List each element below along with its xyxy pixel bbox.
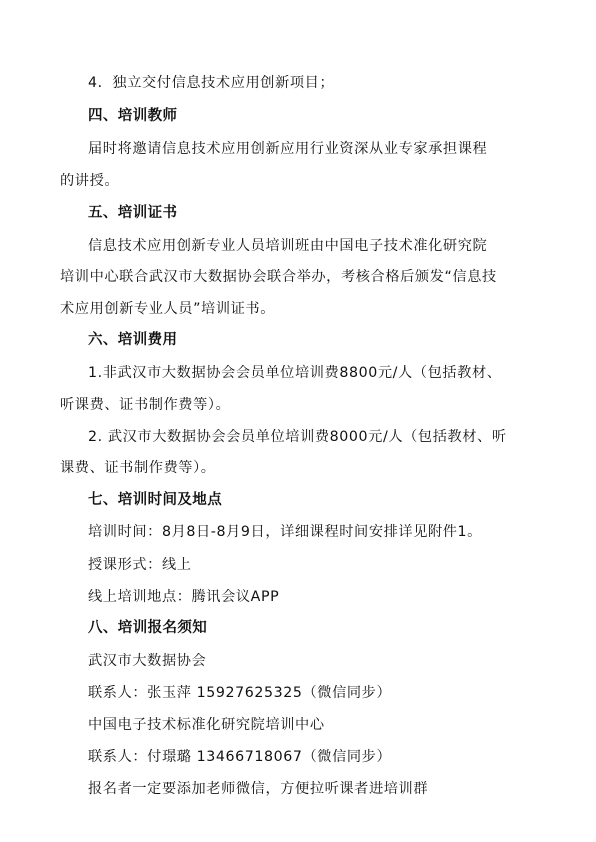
- paragraph-line: 的讲授。: [60, 173, 120, 189]
- list-item-fee-2-cont: 课费、证书制作费等）。: [60, 460, 216, 476]
- training-mode: 授课形式：线上: [88, 557, 192, 573]
- contact-line: 联系人：张玉萍 15927625325（微信同步）: [88, 685, 392, 701]
- section-heading-registration: 八、培训报名须知: [88, 620, 208, 636]
- list-item-fee-2: 2. 武汉市大数据协会会员单位培训费8000元/人（包括教材、听: [88, 429, 507, 445]
- list-item-fee-1-cont: 听课费、证书制作费等）。: [60, 397, 231, 413]
- paragraph-line: 届时将邀请信息技术应用创新应用行业资深从业专家承担课程: [88, 141, 488, 157]
- paragraph-line: 信息技术应用创新专业人员培训班由中国电子技术准化研究院: [88, 238, 488, 254]
- list-item-4: 4．独立交付信息技术应用创新项目；: [88, 75, 335, 91]
- section-heading-teachers: 四、培训教师: [88, 108, 178, 124]
- org-name: 中国电子技术标准化研究院培训中心: [88, 717, 325, 733]
- training-place: 线上培训地点：腾讯会议APP: [88, 589, 280, 605]
- paragraph-line: 培训中心联合武汉市大数据协会联合举办，考核合格后颁发“信息技: [60, 269, 497, 285]
- contact-line: 联系人：付璟璐 13466718067（微信同步）: [88, 749, 392, 765]
- paragraph-line: 术应用创新专业人员”培训证书。: [60, 301, 275, 317]
- list-item-fee-1: 1.非武汉市大数据协会会员单位培训费8800元/人（包括教材、: [88, 365, 502, 381]
- training-time: 培训时间：8月8日-8月9日，详细课程时间安排详见附件1。: [88, 524, 482, 540]
- section-heading-certificate: 五、培训证书: [88, 205, 178, 221]
- section-heading-time-place: 七、培训时间及地点: [88, 492, 223, 508]
- org-name: 武汉市大数据协会: [88, 653, 207, 669]
- section-heading-fees: 六、培训费用: [88, 332, 178, 348]
- registration-note: 报名者一定要添加老师微信，方便拉听课者进培训群: [88, 781, 429, 797]
